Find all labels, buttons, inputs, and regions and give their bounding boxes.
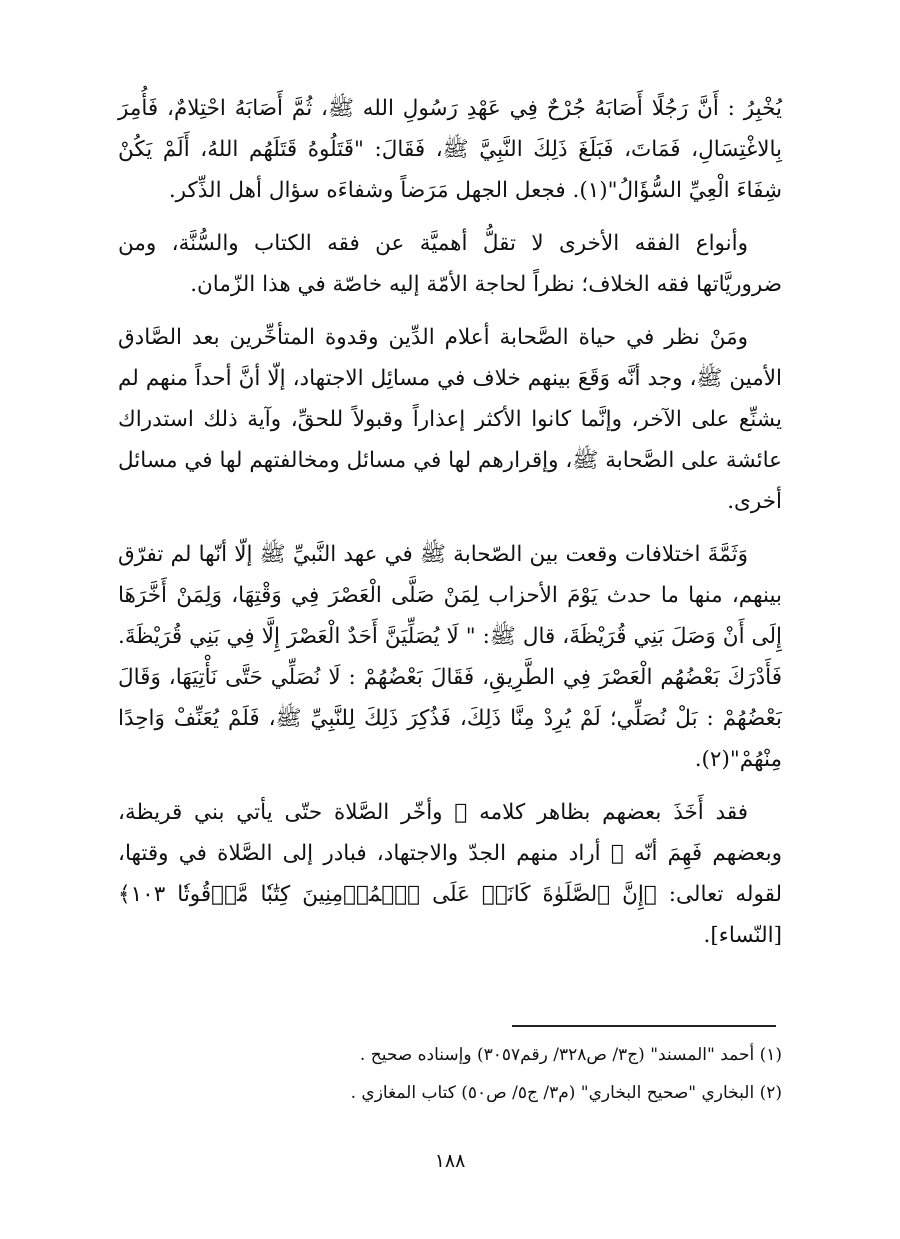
page-body <box>118 88 782 968</box>
footnotes <box>118 1040 782 1116</box>
footnote-divider <box>512 1025 776 1027</box>
paragraph-hadith-injury: يُخْبِرُ : أَنَّ رَجُلًا أَصَابَهُ جُرْحٌ فِي عَهْدِ رَسُولِ الله ﷺ، ثُمَّ أَصَابَهُ احْتِلامٌ، فَأُمِرَ بِالاغْتِسَالِ، فَمَاتَ، فَبَلَغَ ذَلِكَ النَّبِيَّ ﷺ، فَقَالَ: "قَتَلُوهُ قَتَلَهُم اللهُ، أَلَمْ يَكُنْ شِفَاءَ الْعِيِّ السُّؤَالُ"(١). فجعل الجهل مَرَضاً وشفاءَه سؤال أهل الذِّكر. <box>118 96 782 203</box>
footnote-2: (٢) البخاري "صحيح البخاري" (م٣/ ج٥/ ص٥٠) كتاب المغازي . <box>350 1083 782 1103</box>
paragraph-companions-disagreement: ومَنْ نظر في حياة الصَّحابة أعلام الدِّين وقدوة المتأخِّرين بعد الصَّادق الأمين ﷺ، وجد أنَّه وَقَعَ بينهم خلاف في مسائِل الاجتهاد، إلّا أنَّ أحداً منهم لم يشنِّع على الآخر، وإنَّما كانوا الأكثر إعذاراً وقبولاً للحقِّ، وآية ذلك استدراك عائشة على الصَّحابة ﷺ، وإقرارهم لها في مسائل ومخالفتهم لها في مسائل أخرى. <box>118 325 782 514</box>
paragraph-types-of-fiqh: وأنواع الفقه الأخرى لا تقلُّ أهميَّة عن فقه الكتاب والسُّنَّة، ومن ضروريَّاتها فقه الخلاف؛ نظراً لحاجة الأمّة إليه خاصّة في هذا الزّمان. <box>118 231 782 297</box>
page-number: ١٨٨ <box>434 1150 466 1172</box>
paragraph-prayer-verse: فقد أَخَذَ بعضهم بظاهر كلامه ﷺ وأخّر الصَّلاة حتّى يأتي بني قريظة، وبعضهم فَهِمَ أنّه ﷺ أراد منهم الجدّ والاجتهاد، فبادر إلى الصَّلاة في وقتها، لقوله تعالى: ﴿إِنَّ ٱلصَّلَوٰةَ كَانَتۡ عَلَى ٱلۡمُؤۡمِنِينَ كِتَٰبٗا مَّوۡقُوتٗا ١٠٣﴾ [النّساء]. <box>118 800 782 948</box>
paragraph-banu-qurayza: وَثَمَّةَ اختلافات وقعت بين الصّحابة ﷺ في عهد النَّبيِّ ﷺ إلّا أنّها لم تفرّق بينهم، منها ما حدث يَوْمَ الأحزاب لِمَنْ صَلَّى الْعَصْرَ فِي وَقْتِهَا، وَلِمَنْ أَخَّرَهَا إِلَى أَنْ وَصَلَ بَنِي قُرَيْظَةَ، قال ﷺ: " لَا يُصَلِّيَنَّ أَحَدٌ الْعَصْرَ إِلَّا فِي بَنِي قُرَيْظَةَ. فَأَدْرَكَ بَعْضُهُم الْعَصْرَ فِي الطَّرِيقِ، فَقَالَ بَعْضُهُمْ : لَا نُصَلِّي حَتَّى نَأْتِيَهَا، وَقَالَ بَعْضُهُمْ : بَلْ نُصَلِّي؛ لَمْ يُرِدْ مِنَّا ذَلِكَ، فَذُكِرَ ذَلِكَ لِلنَّبِيِّ ﷺ، فَلَمْ يُعَنِّفْ وَاحِدًا مِنْهُمْ"(٢). <box>118 542 782 772</box>
footnote-1: (١) أحمد "المسند" (ج٣/ ص٣٢٨/ رقم٣٠٥٧) وإسناده صحيح . <box>359 1045 782 1065</box>
